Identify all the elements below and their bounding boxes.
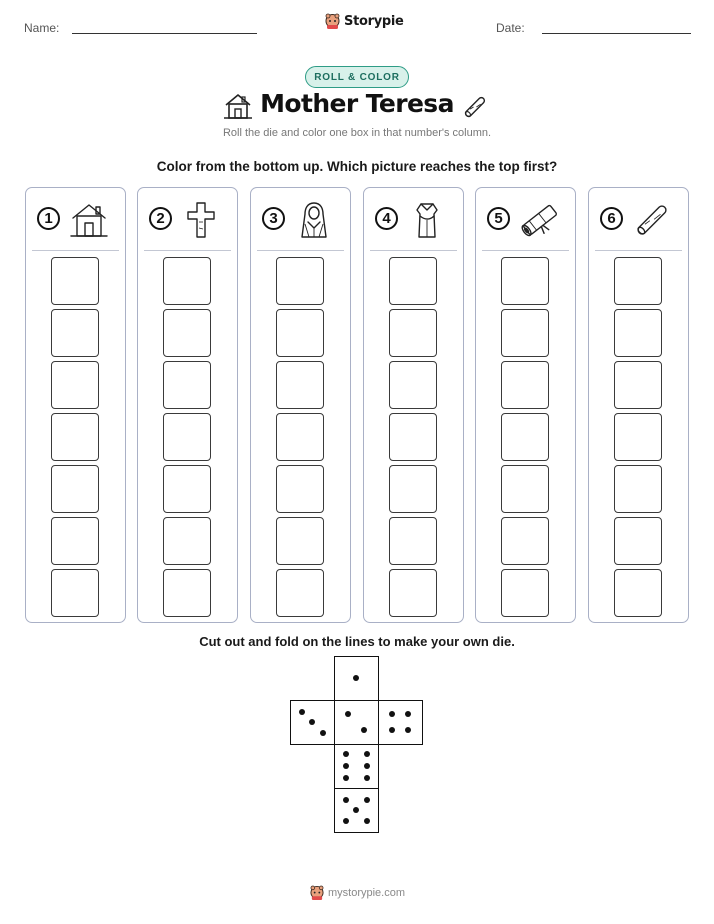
color-box[interactable] [501, 569, 549, 617]
die-pip [353, 807, 359, 813]
die-pip [364, 818, 370, 824]
color-box[interactable] [614, 413, 662, 461]
color-box[interactable] [614, 309, 662, 357]
roll-column-4 [363, 187, 464, 623]
color-box[interactable] [276, 569, 324, 617]
die-face-3 [290, 700, 335, 745]
die-pip [405, 711, 411, 717]
die-pip [343, 751, 349, 757]
die-face-5 [334, 788, 379, 833]
name-label: Name: [24, 21, 60, 35]
die-face-4 [378, 700, 423, 745]
color-box[interactable] [614, 361, 662, 409]
column-divider [370, 250, 457, 251]
footer-url: mystorypie.com [328, 887, 406, 899]
column-divider [482, 250, 569, 251]
die-pip [361, 727, 367, 733]
color-box[interactable] [501, 361, 549, 409]
color-box[interactable] [501, 413, 549, 461]
roll-column-5 [475, 187, 576, 623]
date-line [542, 33, 691, 34]
color-box[interactable] [51, 257, 99, 305]
die-face-1 [334, 656, 379, 701]
die-pip [364, 763, 370, 769]
color-box[interactable] [614, 257, 662, 305]
die-pip [343, 775, 349, 781]
die-pip [299, 709, 305, 715]
color-box[interactable] [389, 465, 437, 513]
nun-icon [294, 200, 334, 245]
brand-logo [325, 13, 404, 30]
column-number: 2 [149, 207, 172, 230]
stick-icon [461, 93, 489, 126]
color-box[interactable] [276, 517, 324, 565]
storypie-mascot-icon [325, 13, 340, 30]
column-number: 1 [37, 207, 60, 230]
color-box[interactable] [163, 517, 211, 565]
page-subtitle: Roll the die and color one box in that number's column. [222, 127, 492, 139]
brand-name: Storypie [344, 14, 404, 29]
dress-icon [407, 200, 447, 245]
scroll-icon [519, 200, 561, 245]
color-box[interactable] [51, 465, 99, 513]
die-pip [405, 727, 411, 733]
color-box[interactable] [614, 517, 662, 565]
color-box[interactable] [163, 465, 211, 513]
color-box[interactable] [51, 569, 99, 617]
color-box[interactable] [163, 361, 211, 409]
die-pip [364, 751, 370, 757]
roll-column-6 [588, 187, 689, 623]
color-box[interactable] [163, 309, 211, 357]
cross-icon [181, 200, 221, 245]
page-title: Mother Teresa [260, 89, 454, 118]
die-pip [389, 727, 395, 733]
activity-badge: ROLL & COLOR [305, 66, 409, 88]
column-number: 5 [487, 207, 510, 230]
die-pip [364, 797, 370, 803]
color-box[interactable] [163, 257, 211, 305]
die-pip [364, 775, 370, 781]
color-box[interactable] [51, 361, 99, 409]
color-box[interactable] [163, 569, 211, 617]
color-box[interactable] [276, 465, 324, 513]
die-pip [343, 797, 349, 803]
color-box[interactable] [501, 309, 549, 357]
color-box[interactable] [614, 465, 662, 513]
column-divider [257, 250, 344, 251]
name-line [72, 33, 257, 34]
die-pip [343, 818, 349, 824]
color-box[interactable] [276, 309, 324, 357]
column-number: 4 [375, 207, 398, 230]
color-box[interactable] [501, 465, 549, 513]
roll-column-3 [250, 187, 351, 623]
color-box[interactable] [389, 413, 437, 461]
color-box[interactable] [276, 361, 324, 409]
color-box[interactable] [389, 309, 437, 357]
date-label: Date: [496, 21, 525, 35]
house-icon [69, 200, 109, 245]
column-divider [144, 250, 231, 251]
die-pip [343, 763, 349, 769]
column-number: 3 [262, 207, 285, 230]
storypie-mascot-icon [310, 885, 324, 901]
color-box[interactable] [389, 257, 437, 305]
die-pip [345, 711, 351, 717]
color-box[interactable] [389, 517, 437, 565]
color-box[interactable] [163, 413, 211, 461]
footer-brand [310, 885, 405, 901]
roll-column-1 [25, 187, 126, 623]
instruction-text: Color from the bottom up. Which picture reaches the top first? [156, 159, 558, 174]
color-box[interactable] [51, 517, 99, 565]
roll-column-2 [137, 187, 238, 623]
column-divider [595, 250, 682, 251]
color-box[interactable] [614, 569, 662, 617]
color-box[interactable] [389, 569, 437, 617]
column-number: 6 [600, 207, 623, 230]
color-box[interactable] [276, 257, 324, 305]
color-box[interactable] [51, 309, 99, 357]
die-pip [353, 675, 359, 681]
cutout-instruction: Cut out and fold on the lines to make your own die. [199, 634, 515, 649]
die-face-2 [334, 700, 379, 745]
color-box[interactable] [276, 413, 324, 461]
die-pip [320, 730, 326, 736]
die-face-6 [334, 744, 379, 789]
color-box[interactable] [501, 517, 549, 565]
color-box[interactable] [389, 361, 437, 409]
die-pip [389, 711, 395, 717]
color-box[interactable] [51, 413, 99, 461]
column-divider [32, 250, 119, 251]
color-box[interactable] [501, 257, 549, 305]
stick-icon [632, 200, 672, 245]
die-pip [309, 719, 315, 725]
